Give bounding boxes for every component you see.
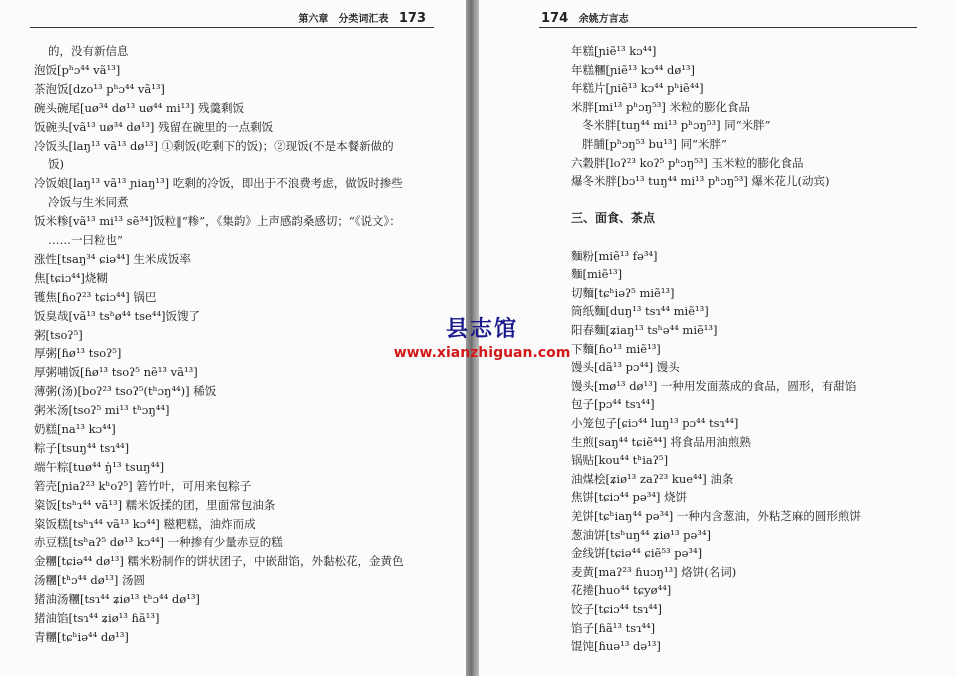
entry-line: 饺子[tɕiɔ⁴⁴ tsɿ⁴⁴] — [571, 602, 662, 616]
entry-line: 阳春麵[ʑiaŋ¹³ tsʰə⁴⁴ miẽ¹³] — [571, 323, 718, 337]
watermark — [372, 312, 592, 361]
entry-line: 金糰[tɕiə⁴⁴ dø¹³] 糯米粉制作的饼状团子，中嵌甜馅，外黏松花，金黄色 — [34, 554, 404, 569]
entry-line: 焦[tɕiɔ⁴⁴]烧糊 — [34, 270, 108, 285]
right-page-number: 174 — [541, 11, 569, 26]
entry-line: 年糕片[ɲiẽ¹³ kɔ⁴⁴ pʰiẽ⁴⁴] — [571, 81, 704, 96]
entry-line: 花捲[huo⁴⁴ tɕyø⁴⁴] — [571, 583, 672, 598]
entry-line: 端午粽[tuø⁴⁴ ŋ̍¹³ tsuŋ⁴⁴] — [34, 459, 165, 474]
section-heading: 三、面食、茶点 — [571, 211, 656, 226]
entry-line: 粽子[tsuŋ⁴⁴ tsɿ⁴⁴] — [34, 440, 130, 455]
entry-line: 箬壳[ɲiaʔ²³ kʰoʔ⁵] 箬竹叶，可用来包粽子 — [34, 478, 252, 493]
entry-line: 年糕[ɲiẽ¹³ kɔ⁴⁴] — [571, 44, 657, 58]
entry-line: 馒头[dã¹³ pɔ⁴⁴] 馒头 — [571, 360, 680, 375]
entry-line: 麵粉[miẽ¹³ fə³⁴] — [571, 248, 658, 263]
entry-line: 油煤桧[ʑiø¹³ zaʔ²³ kue⁴⁴] 油条 — [571, 471, 734, 486]
entry-line: 冷饭娘[laŋ¹³ vã¹³ ɲiaŋ¹³] 吃剩的冷饭，即出于不浪费考虑，做饭时掺些 — [34, 176, 403, 191]
chapter-title: 第六章 分类词汇表 — [298, 14, 389, 25]
left-page-number: 173 — [398, 11, 426, 26]
entry-line: 粥[tsoʔ⁵] — [34, 327, 83, 342]
watermark-title: 县志馆 — [445, 317, 518, 342]
entry-line: 爆冬米胖[bɔ¹³ tuŋ⁴⁴ mi¹³ pʰɔŋ⁵³] 爆米花儿(动宾) — [571, 174, 830, 189]
entry-line: 饭碗头[vã¹³ uø³⁴ dø¹³] 残留在碗里的一点剩饭 — [34, 119, 274, 134]
entry-line: ……一曰粒也” — [48, 233, 123, 247]
entry-line: 厚粥[ɦø¹³ tsoʔ⁵] — [34, 346, 122, 361]
entry-line: 冷饭与生米同煮 — [48, 195, 129, 210]
entry-line: 包子[pɔ⁴⁴ tsɿ⁴⁴] — [571, 397, 655, 412]
entry-line: 涨性[tsaŋ³⁴ ɕiə⁴⁴] 生米成饭率 — [34, 251, 191, 266]
entry-line: 厚粥哺饭[ɦø¹³ tsoʔ⁵ nẽ¹³ vã¹³] — [34, 365, 198, 380]
entry-line: 胖脯[pʰɔŋ⁵³ bu¹³] 同“米胖” — [582, 137, 727, 151]
entry-line: 葱油饼[tsʰuŋ⁴⁴ ʑiø¹³ pə³⁴] — [571, 527, 711, 542]
entry-line: 冬米胖[tuŋ⁴⁴ mi¹³ pʰɔŋ⁵³] 同“米胖” — [582, 118, 771, 133]
entry-line: 六穀胖[loʔ²³ koʔ⁵ pʰɔŋ⁵³] 玉米粒的膨化食品 — [571, 155, 804, 170]
watermark-url: www.xianzhiguan.com — [393, 345, 571, 361]
entry-line: 馄饨[ɦuə¹³ də¹³] — [571, 639, 661, 654]
right-page-header — [541, 10, 629, 26]
entry-line: 泡饭[pʰɔ⁴⁴ vã¹³] — [34, 62, 121, 77]
entry-line: 冷饭头[laŋ¹³ vã¹³ dø¹³] ①剩饭(吃剩下的饭)；②现饭(不是本餐新做的 — [34, 138, 394, 153]
left-header-rule — [30, 27, 434, 28]
entry-line: 碗头碗尾[uø³⁴ dø¹³ uø⁴⁴ mi¹³] 残羹剩饭 — [34, 100, 245, 115]
entry-line: 馅子[ɦã¹³ tsɿ⁴⁴] — [571, 620, 656, 635]
entry-line: 镬焦[ɦoʔ²³ tɕiɔ⁴⁴] 锅巴 — [34, 289, 157, 304]
entry-line: 饭米糁[vã¹³ mi¹³ sẽ³⁴]饭粒‖“糁”，《集韵》上声感韵桑感切；“《说文》： — [34, 214, 401, 229]
entry-line: 筒纸麵[duŋ¹³ tsɿ⁴⁴ miẽ¹³] — [571, 304, 709, 319]
left-page-header — [298, 10, 426, 26]
entry-line: 薄粥(汤)[boʔ²³ tsoʔ⁵(tʰɔŋ⁴⁴)] 稀饭 — [34, 384, 217, 399]
entry-line: 麵[miẽ¹³] — [571, 267, 623, 282]
entry-line: 金线饼[tɕiə⁴⁴ ɕiẽ⁵³ pə³⁴] — [571, 546, 703, 561]
entry-line: 年糕糰[ɲiẽ¹³ kɔ⁴⁴ dø¹³] — [571, 62, 696, 77]
entry-line: 猪油馅[tsɿ⁴⁴ ʑiø¹³ ɦã¹³] — [34, 611, 160, 625]
entry-line: 锅贴[kou⁴⁴ tʰiaʔ⁵] — [571, 453, 669, 468]
entry-line: 奶糕[na¹³ kɔ⁴⁴] — [34, 422, 116, 436]
entry-line: 茶泡饭[dzo¹³ pʰɔ⁴⁴ vã¹³] — [34, 81, 165, 96]
entry-line: 粢饭糕[tsʰɿ⁴⁴ vã¹³ kɔ⁴⁴] 糍粑糕，油炸而成 — [34, 516, 256, 531]
entry-line: 粥米汤[tsoʔ⁵ mi¹³ tʰɔŋ⁴⁴] — [34, 403, 170, 418]
entry-line: 汤糰[tʰɔ⁴⁴ dø¹³] 汤圆 — [34, 573, 146, 588]
entry-line: 小笼包子[ɕiɔ⁴⁴ luŋ¹³ pɔ⁴⁴ tsɿ⁴⁴] — [571, 416, 739, 430]
entry-line: 粢饭[tsʰɿ⁴⁴ vã¹³] 糯米饭揉的团，里面常包油条 — [34, 497, 276, 512]
entry-line: 生煎[saŋ⁴⁴ tɕiẽ⁴⁴] 将食品用油煎熟 — [571, 434, 751, 449]
book-title: 余姚方言志 — [578, 14, 629, 25]
entry-line: 羌饼[tɕʰiaŋ⁴⁴ pə³⁴] 一种内含葱油，外粘芝麻的圆形煎饼 — [571, 509, 861, 523]
entry-line: 猪油汤糰[tsɿ⁴⁴ ʑiø¹³ tʰɔ⁴⁴ dø¹³] — [34, 592, 200, 607]
entry-line: 的，没有新信息 — [48, 44, 129, 58]
entry-line: 赤豆糕[tsʰaʔ⁵ dø¹³ kɔ⁴⁴] 一种掺有少量赤豆的糕 — [34, 535, 283, 550]
entry-line: 饭臭哉[vã¹³ tsʰø⁴⁴ tse⁴⁴]饭馊了 — [34, 308, 201, 323]
entry-line: 麦黄[maʔ²³ ɦuɔŋ¹³] 烙饼(名词) — [571, 564, 737, 579]
entry-line: 下麵[ɦo¹³ miẽ¹³] — [571, 341, 661, 356]
entry-line: 青糰[tɕʰiə⁴⁴ dø¹³] — [34, 629, 129, 644]
entry-line: 米胖[mi¹³ pʰɔŋ⁵³] 米粒的膨化食品 — [571, 99, 750, 114]
right-header-rule — [539, 27, 917, 28]
entry-line: 馒头[mø¹³ dø¹³] 一种用发面蒸成的食品，圆形，有甜馅 — [571, 378, 857, 393]
entry-line: 焦饼[tɕiɔ⁴⁴ pə³⁴] 烧饼 — [571, 490, 688, 505]
entry-line: 切麵[tɕʰiəʔ⁵ miẽ¹³] — [571, 285, 675, 300]
entry-line: 饭) — [48, 157, 64, 172]
